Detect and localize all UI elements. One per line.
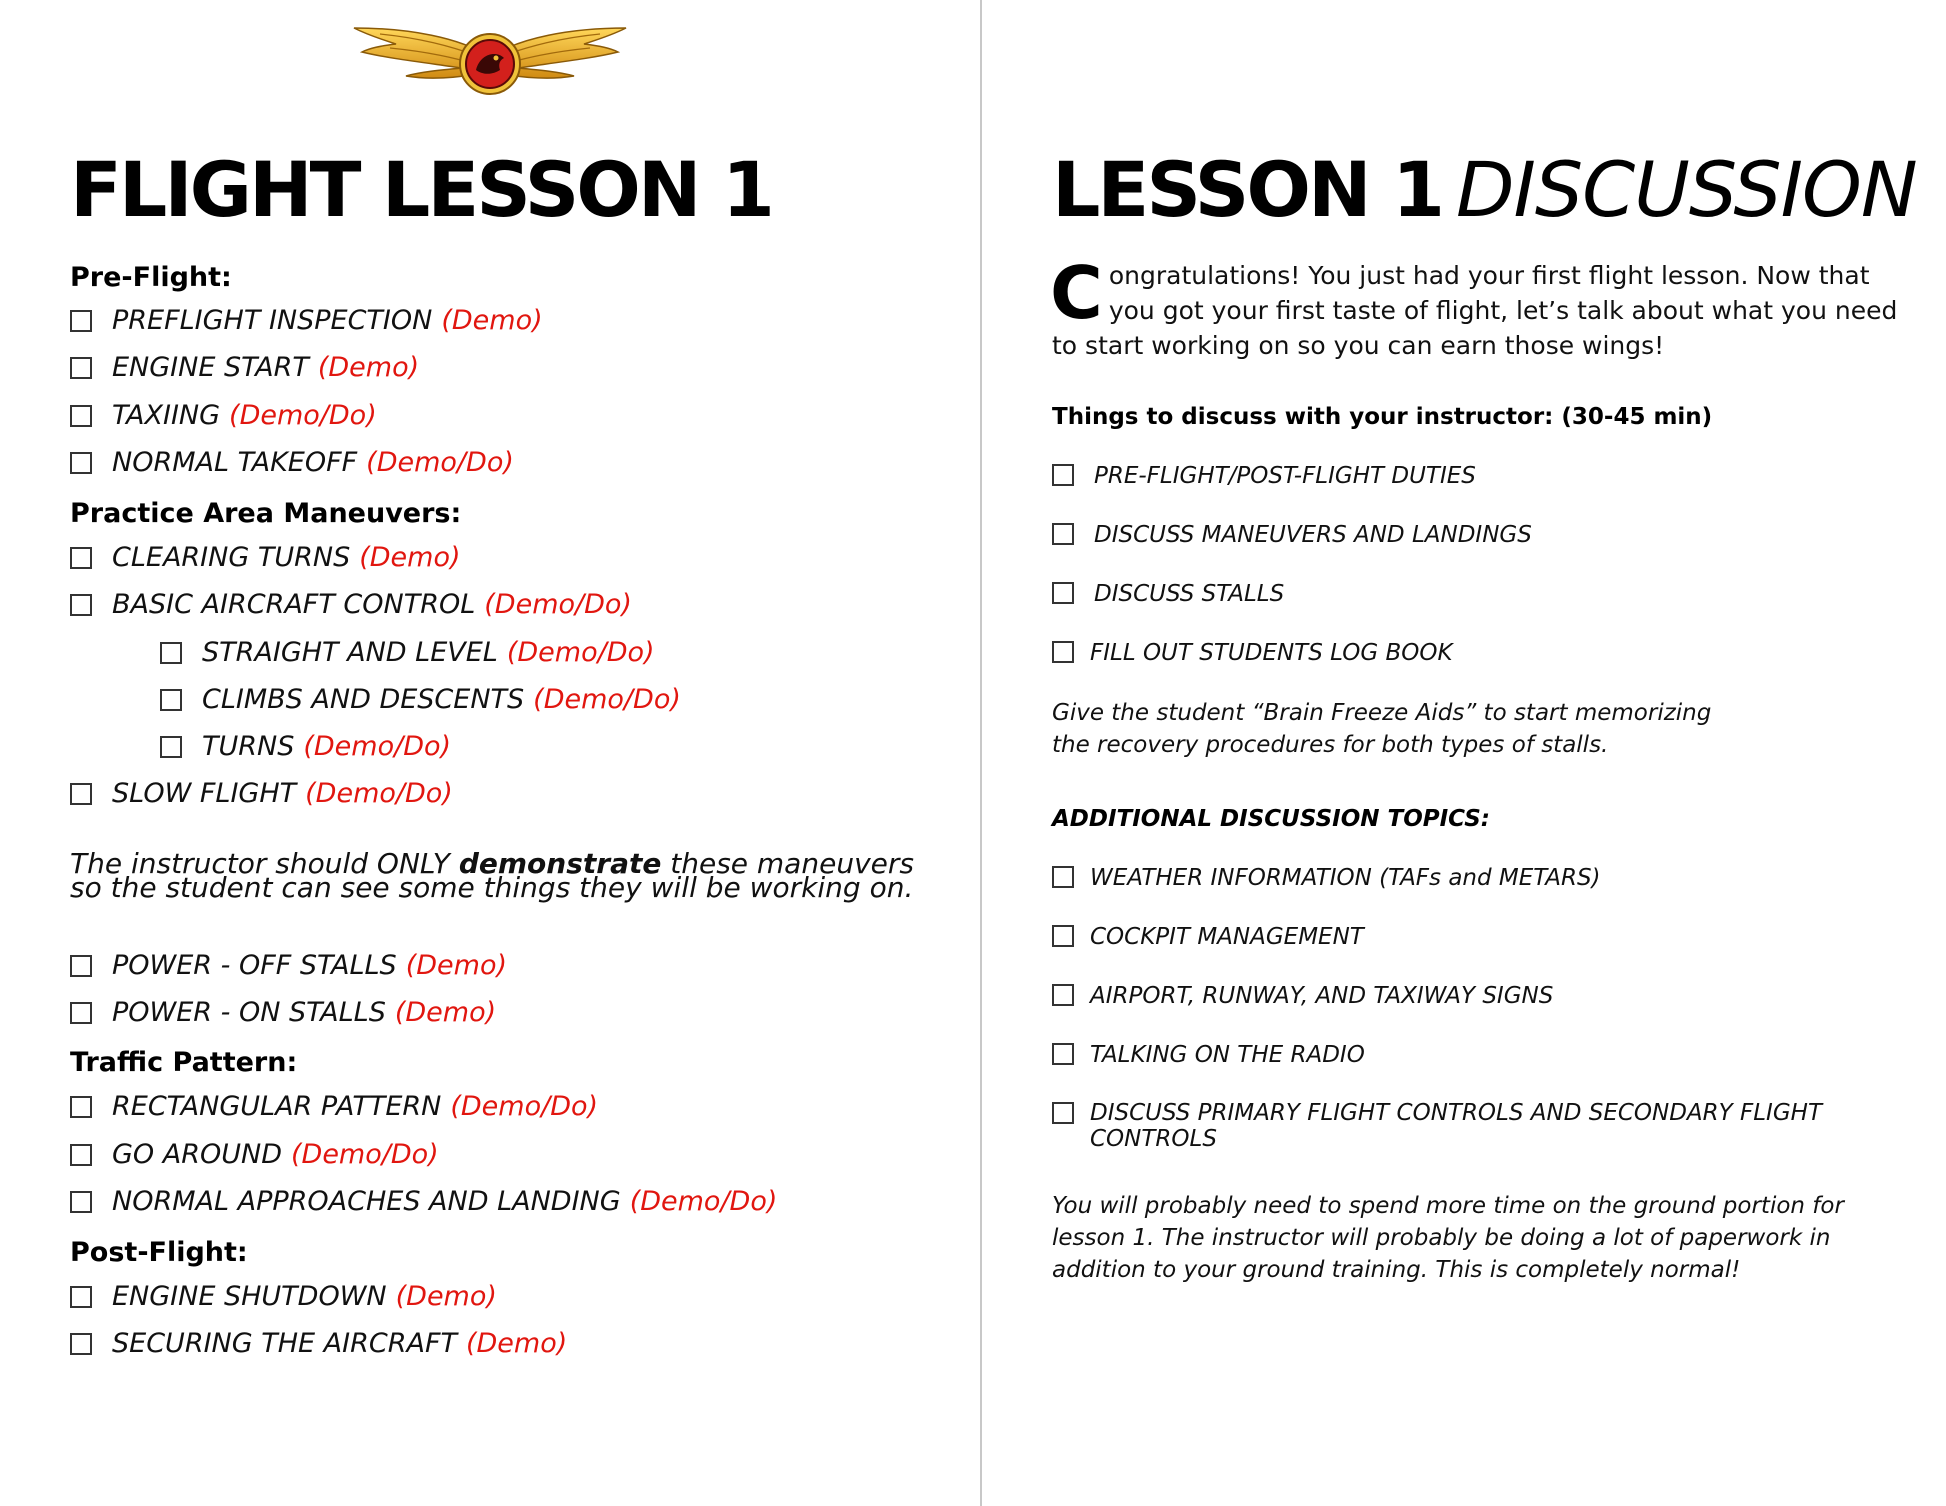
discussion-title-italic: DISCUSSION	[1455, 145, 1917, 234]
item-tag: (Demo)	[405, 950, 507, 981]
checklist-item[interactable]	[70, 1328, 567, 1360]
item-tag: (Demo/Do)	[484, 589, 632, 620]
section-heading-preflight: Pre-Flight:	[70, 262, 232, 293]
item-label: PREFLIGHT INSPECTION	[112, 305, 433, 336]
checkbox[interactable]	[160, 689, 182, 711]
checklist-item[interactable]	[70, 997, 496, 1029]
item-label: SECURING THE AIRCRAFT	[112, 1328, 457, 1359]
checklist-item[interactable]	[70, 778, 453, 810]
item-label: TAXIING	[112, 400, 221, 431]
item-label: POWER - OFF STALLS	[112, 950, 397, 981]
item-label: ENGINE START	[112, 352, 309, 383]
item-tag: (Demo)	[317, 352, 420, 383]
item-tag: (Demo/Do)	[303, 731, 452, 762]
emphasis-demonstrate: demonstrate	[458, 847, 662, 880]
item-tag: (Demo/Do)	[629, 1186, 778, 1217]
checklist-item[interactable]	[70, 352, 419, 384]
item-label: NORMAL TAKEOFF	[112, 447, 358, 478]
item-tag: (Demo/Do)	[229, 400, 377, 431]
checkbox[interactable]	[70, 310, 92, 332]
checklist-item[interactable]	[70, 305, 543, 337]
item-label: POWER - ON STALLS	[112, 997, 386, 1028]
checkbox[interactable]	[1052, 1102, 1074, 1124]
item-tag: (Demo/Do)	[305, 778, 453, 809]
checkbox[interactable]	[160, 642, 182, 664]
item-tag: (Demo/Do)	[366, 447, 514, 478]
drop-cap: C	[1050, 251, 1103, 335]
item-tag: (Demo/Do)	[450, 1091, 599, 1122]
additional-topics-heading: ADDITIONAL DISCUSSION TOPICS:	[1052, 806, 1490, 832]
checklist-item[interactable]	[70, 1186, 777, 1218]
item-label: FILL OUT STUDENTS LOG BOOK	[1090, 640, 1453, 666]
item-tag: (Demo/Do)	[506, 637, 655, 668]
item-label: COCKPIT MANAGEMENT	[1090, 924, 1364, 950]
checkbox[interactable]	[70, 955, 92, 977]
checkbox[interactable]	[1052, 464, 1074, 486]
brain-freeze-note: Give the student “Brain Freeze Aids” to start memorizing the recovery procedures for both types of stalls.	[1052, 700, 1712, 758]
checkbox[interactable]	[1052, 866, 1074, 888]
checkbox[interactable]	[1052, 641, 1074, 663]
item-label: DISCUSS MANEUVERS AND LANDINGS	[1094, 522, 1532, 548]
item-label: GO AROUND	[112, 1139, 282, 1170]
discussion-item[interactable]	[1052, 982, 1890, 1010]
checkbox[interactable]	[1052, 984, 1074, 1006]
item-label: DISCUSS PRIMARY FLIGHT CONTROLS AND SECONDARY FLIGHT CONTROLS	[1090, 1100, 1823, 1152]
item-tag: (Demo)	[359, 542, 461, 573]
checklist-item[interactable]	[70, 589, 632, 621]
item-label: TURNS	[202, 731, 295, 762]
checklist-item[interactable]	[70, 1281, 497, 1313]
discussion-item[interactable]	[1052, 923, 1890, 951]
discussion-item[interactable]	[1052, 1041, 1890, 1069]
discussion-item[interactable]	[1052, 639, 1890, 667]
checklist-item[interactable]	[70, 447, 514, 479]
discussion-item[interactable]	[1052, 864, 1890, 892]
checklist-item[interactable]	[70, 1091, 598, 1123]
checkbox[interactable]	[70, 405, 92, 427]
item-label: STRAIGHT AND LEVEL	[202, 637, 498, 668]
checkbox[interactable]	[70, 783, 92, 805]
section-heading-traffic-pattern: Traffic Pattern:	[70, 1047, 298, 1078]
checkbox[interactable]	[70, 1096, 92, 1118]
instructor-note-line-1: The instructor should ONLY demonstrate these maneuvers	[70, 847, 914, 880]
item-label: DISCUSS STALLS	[1094, 581, 1285, 607]
item-label: CLEARING TURNS	[112, 542, 351, 573]
right-page	[982, 0, 1946, 1506]
instructor-note-line-2: so the student can see some things they will be working on.	[70, 871, 914, 904]
pilot-wings-logo	[350, 18, 630, 98]
item-tag: (Demo)	[395, 1281, 497, 1312]
checkbox[interactable]	[70, 594, 92, 616]
item-label: SLOW FLIGHT	[112, 778, 297, 809]
checkbox[interactable]	[70, 1191, 92, 1213]
checkbox[interactable]	[70, 452, 92, 474]
discussion-title: LESSON 1 DISCUSSION	[1052, 145, 1917, 234]
item-label: TALKING ON THE RADIO	[1090, 1042, 1365, 1068]
checkbox[interactable]	[70, 1333, 92, 1355]
checklist-subitem[interactable]	[160, 637, 655, 669]
checkbox[interactable]	[1052, 925, 1074, 947]
discussion-item[interactable]	[1052, 521, 1894, 549]
checklist-subitem[interactable]	[160, 731, 451, 763]
checkbox[interactable]	[1052, 523, 1074, 545]
item-label: RECTANGULAR PATTERN	[112, 1091, 442, 1122]
checklist-item[interactable]	[70, 950, 507, 982]
checkbox[interactable]	[70, 1286, 92, 1308]
closing-paragraph: You will probably need to spend more time on the ground portion for lesson 1. The instructor will probably be doing a lot of paperwork in addition to your ground training. This is completely normal!	[1052, 1193, 1844, 1283]
checklist-item[interactable]	[70, 1139, 439, 1171]
checkbox[interactable]	[70, 547, 92, 569]
item-label: AIRPORT, RUNWAY, AND TAXIWAY SIGNS	[1090, 983, 1554, 1009]
instructor-topics-heading: Things to discuss with your instructor: (30-45 min)	[1052, 404, 1713, 430]
item-label: BASIC AIRCRAFT CONTROL	[112, 589, 476, 620]
section-heading-practice-area: Practice Area Maneuvers:	[70, 498, 462, 529]
discussion-item[interactable]	[1052, 580, 1894, 608]
item-tag: (Demo)	[394, 997, 497, 1028]
item-tag: (Demo/Do)	[291, 1139, 439, 1170]
item-tag: (Demo)	[441, 305, 543, 336]
intro-paragraph: Congratulations! You just had your first flight lesson. Now that you got your first taste of flight, let’s talk about what you need to start working on so you can earn those wings!	[1050, 251, 1898, 360]
checklist-item[interactable]	[70, 400, 377, 432]
checkbox[interactable]	[70, 1144, 92, 1166]
checkbox[interactable]	[70, 1002, 92, 1024]
item-label: NORMAL APPROACHES AND LANDING	[112, 1186, 621, 1217]
checkbox[interactable]	[160, 736, 182, 758]
checklist-item[interactable]	[70, 542, 461, 574]
lesson-title: FLIGHT LESSON 1	[70, 145, 772, 234]
item-label: CLIMBS AND DESCENTS	[202, 684, 525, 715]
checkbox[interactable]	[70, 357, 92, 379]
checkbox[interactable]	[1052, 582, 1074, 604]
item-label: WEATHER INFORMATION (TAFs and METARS)	[1090, 865, 1601, 891]
checkbox[interactable]	[1052, 1043, 1074, 1065]
item-tag: (Demo/Do)	[533, 684, 681, 715]
item-label: PRE-FLIGHT/POST-FLIGHT DUTIES	[1094, 463, 1476, 489]
checklist-subitem[interactable]	[160, 684, 681, 716]
discussion-item[interactable]	[1052, 462, 1894, 490]
section-heading-post-flight: Post-Flight:	[70, 1237, 248, 1268]
discussion-item[interactable]	[1052, 1100, 1870, 1152]
item-label: ENGINE SHUTDOWN	[112, 1281, 387, 1312]
item-tag: (Demo)	[465, 1328, 568, 1359]
